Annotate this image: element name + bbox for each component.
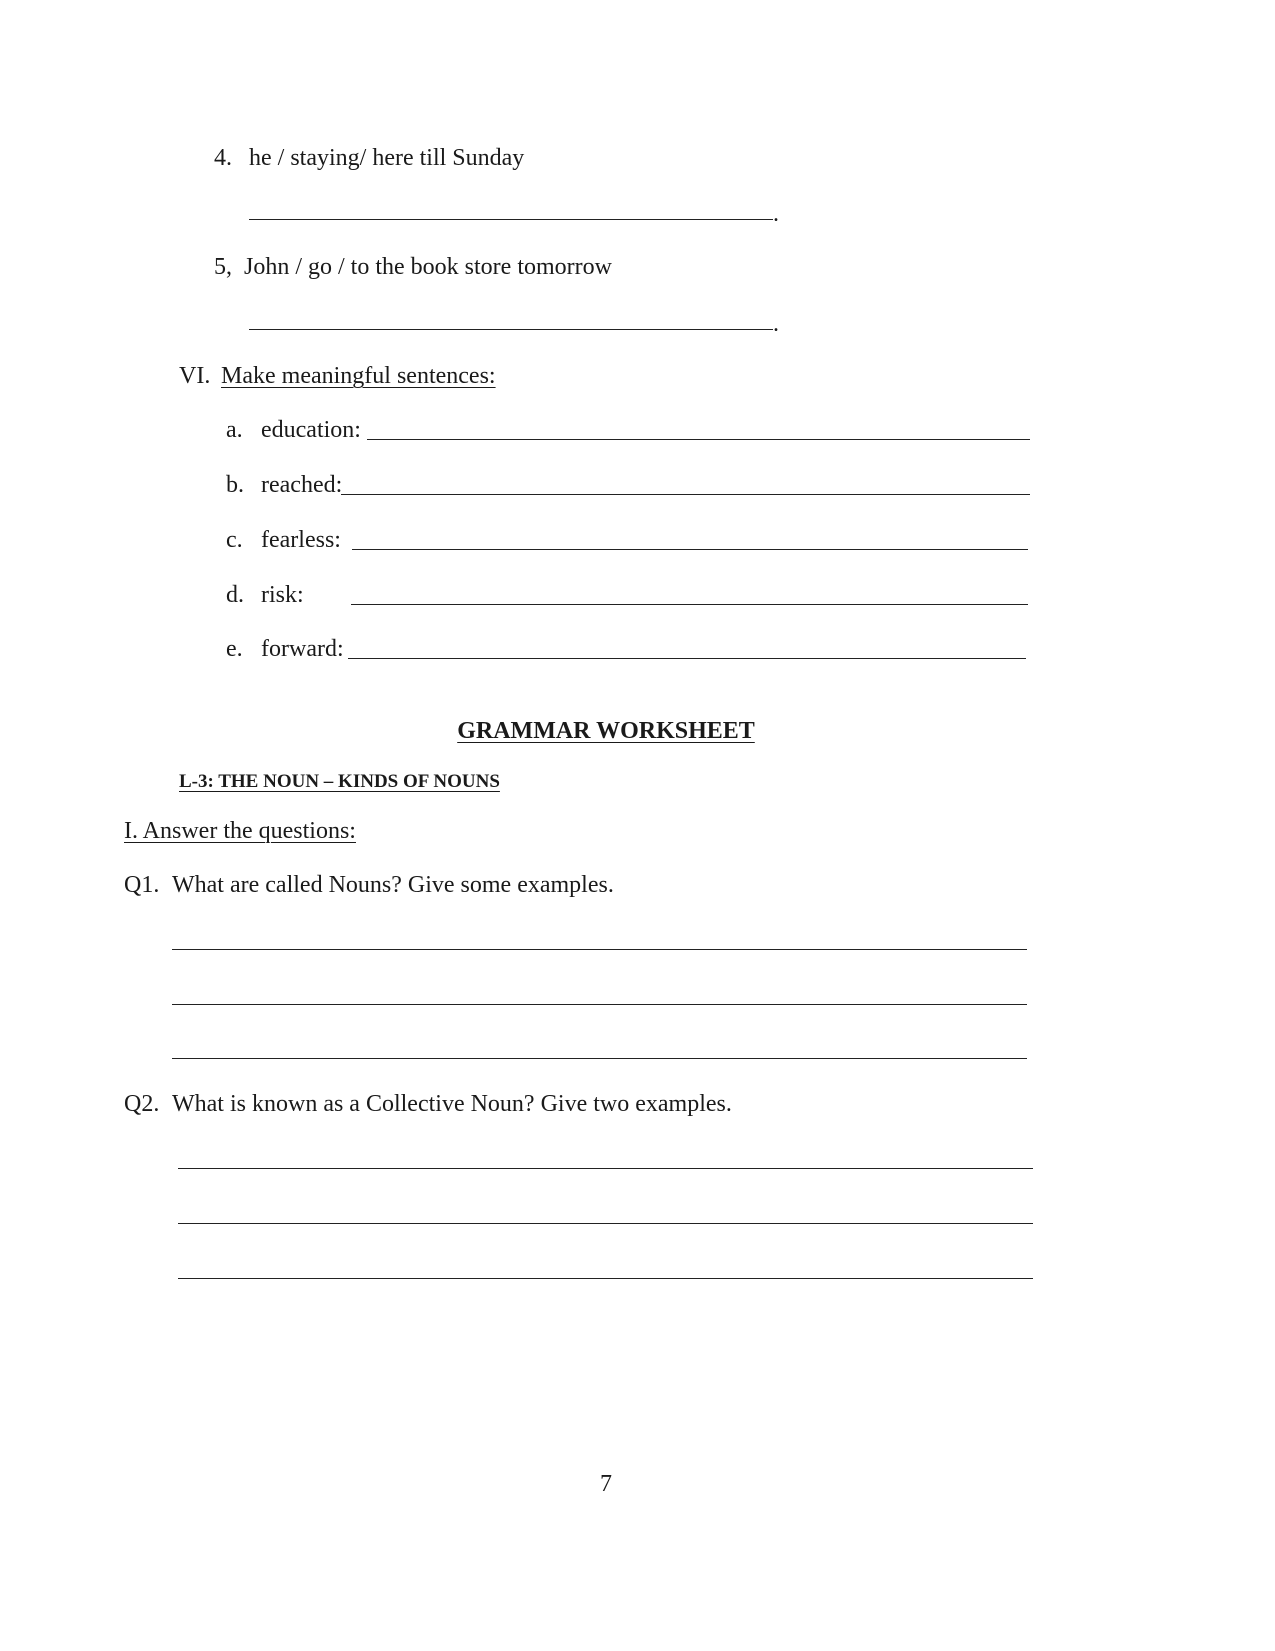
q2-text: What is known as a Collective Noun? Give two examples. xyxy=(172,1091,732,1117)
vi-item-e-letter: e. xyxy=(226,636,243,662)
worksheet-title: GRAMMAR WORKSHEET xyxy=(457,718,755,744)
vi-item-c-letter: c. xyxy=(226,527,243,553)
vi-item-d-letter: d. xyxy=(226,582,244,608)
section-vi-number: VI. xyxy=(179,363,211,389)
q1-answer-line[interactable] xyxy=(172,949,1027,950)
q1-number: Q1. xyxy=(124,872,160,898)
item-4-number: 4. xyxy=(214,145,232,171)
q2-answer-line[interactable] xyxy=(178,1278,1033,1279)
vi-item-b-answer-line[interactable] xyxy=(341,494,1030,495)
vi-item-c-answer-line[interactable] xyxy=(352,549,1028,550)
item-4-answer-line[interactable] xyxy=(249,219,773,220)
item-4-prompt: he / staying/ here till Sunday xyxy=(249,145,525,171)
q2-answer-line[interactable] xyxy=(178,1168,1033,1169)
item-4-end-mark: . xyxy=(773,201,779,227)
vi-item-e-word: forward: xyxy=(261,636,344,662)
vi-item-d-answer-line[interactable] xyxy=(351,604,1028,605)
q1-answer-line[interactable] xyxy=(172,1058,1027,1059)
lesson-title: L-3: THE NOUN – KINDS OF NOUNS xyxy=(179,771,500,792)
vi-item-b-word: reached: xyxy=(261,472,343,498)
q1-answer-line[interactable] xyxy=(172,1004,1027,1005)
vi-item-b-letter: b. xyxy=(226,472,244,498)
item-5-end-mark: . xyxy=(773,311,779,337)
vi-item-a-letter: a. xyxy=(226,417,243,443)
q2-number: Q2. xyxy=(124,1091,160,1117)
vi-item-a-word: education: xyxy=(261,417,361,443)
item-5-answer-line[interactable] xyxy=(249,329,773,330)
vi-item-e-answer-line[interactable] xyxy=(348,658,1026,659)
vi-item-d-word: risk: xyxy=(261,582,304,608)
vi-item-a-answer-line[interactable] xyxy=(367,439,1030,440)
part-heading: I. Answer the questions: xyxy=(124,818,356,844)
section-vi-heading: Make meaningful sentences: xyxy=(221,363,496,389)
vi-item-c-word: fearless: xyxy=(261,527,341,553)
page-number: 7 xyxy=(600,1471,612,1497)
q2-answer-line[interactable] xyxy=(178,1223,1033,1224)
item-5-prompt: John / go / to the book store tomorrow xyxy=(244,254,612,280)
q1-text: What are called Nouns? Give some examples. xyxy=(172,872,614,898)
item-5-number: 5, xyxy=(214,254,232,280)
